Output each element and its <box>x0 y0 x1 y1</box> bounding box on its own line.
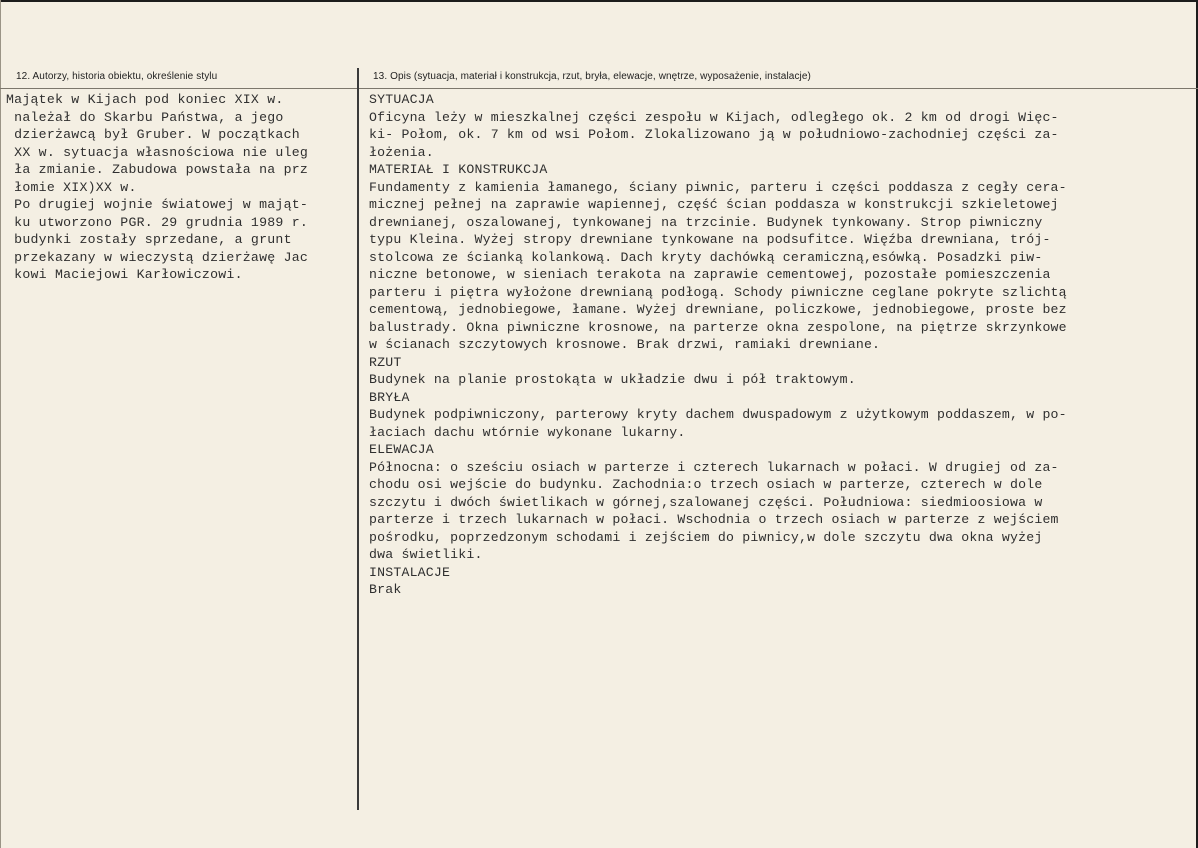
column-divider <box>357 68 359 810</box>
section-12-header: 12. Autorzy, historia obiektu, określenie stylu <box>16 71 218 82</box>
left-edge <box>0 0 1 848</box>
history-typed-text: Majątek w Kijach pod koniec XIX w. należał do Skarbu Państwa, a jego dzierżawcą był Gruber. W początkach XX w. sytuacja własnościowa nie uleg ła zmianie. Zabudowa powstała na prz łomie XIX)XX w. Po drugiej wojnie światowej w mająt- ku utworzono PGR. 29 grudnia 1989 r. budynki zostały sprzedane, a grunt przekazany w wieczystą dzierżawę Jac kowi Maciejowi Karłowiczowi. <box>6 92 309 282</box>
header-divider-line <box>0 88 1198 89</box>
description-typed-text: SYTUACJA Oficyna leży w mieszkalnej części zespołu w Kijach, odległego ok. 2 km od drogi Więc- ki- Połom, ok. 7 km od wsi Połom. Zlokalizowano ją w południowo-zachodniej części za- łożenia. MATERIAŁ I KONSTRUKCJA Fundamenty z kamienia łamanego, ściany piwnic, parteru i części poddasza z cegły cera- micznej pełnej na zaprawie wapiennej, część ścian poddasza w konstrukcji szkieletowej drewnianej, oszalowanej, tynkowanej na trzcinie. Budynek tynkowany. Strop piwniczny typu Kleina. Wyżej stropy drewniane tynkowane na podsufitce. Więźba drewniana, trój- stolcowa ze ścianką kolankową. Dach kryty dachówką ceramiczną,esówką. Posadzki piw- niczne betonowe, w sieniach terakota na zaprawie cementowej, pozostałe pomieszczenia parteru i piętra wyłożone drewnianą podłogą. Schody piwniczne ceglane pokryte szlichtą cementową, jednobiegowe, łamane. Wyżej drewniane, policzkowe, jednobiegowe, proste bez balustrady. Okna piwniczne krosnowe, na parterze okna zespolone, na piętrze skrzynkowe w ścianach szczytowych krosnowe. Brak drzwi, ramiaki drewniane. RZUT Budynek na planie prostokąta w układzie dwu i pół traktowym. BRYŁA Budynek podpiwniczony, parterowy kryty dachem dwuspadowym z użytkowym poddaszem, w po- łaciach dachu wtórnie wykonane lukarny. ELEWACJA Północna: o sześciu osiach w parterze i czterech lukarnach w połaci. W drugiej od za- chodu osi wejście do budynku. Zachodnia:o trzech osiach w parterze, czterech w dole szczytu i dwóch świetlikach w górnej,szalowanej części. Południowa: siedmioosiowa w parterze i trzech lukarnach w połaci. Wschodnia o trzech osiach w parterze z wejściem pośrodku, poprzedzonym schodami i zejściem do piwnicy,w dole szczytu dwa okna wyżej dwa świetliki. INSTALACJE Brak <box>369 92 1067 597</box>
section-13-header: 13. Opis (sytuacja, materiał i konstrukcja, rzut, bryła, elewacje, wnętrze, wyposażenie, instalacje) <box>373 71 811 82</box>
top-border <box>0 0 1198 2</box>
